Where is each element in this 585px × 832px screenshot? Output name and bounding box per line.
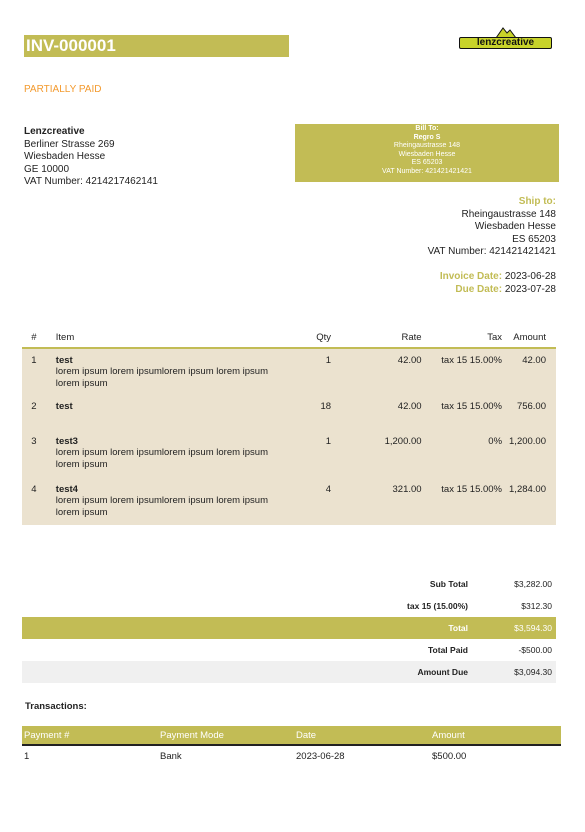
address-line: Berliner Strasse 269 (24, 138, 115, 150)
item-tax: 0% (488, 436, 503, 447)
vat-number: VAT Number: 421421421421 (427, 246, 556, 257)
bill-to-label: Bill To: (415, 125, 439, 132)
amount-due-label: Amount Due (417, 667, 468, 677)
due-date-label: Due Date: (455, 283, 503, 295)
transactions-title: Transactions: (25, 701, 87, 712)
payment-date: 2023-06-28 (296, 750, 345, 762)
bill-to-block (295, 124, 559, 182)
items-table (22, 328, 556, 525)
item-amount: 1,200.00 (509, 436, 546, 447)
table-row (22, 348, 556, 395)
table-row (22, 430, 556, 478)
item-amount: 42.00 (522, 355, 546, 366)
col-rate: Rate (351, 328, 424, 348)
item-tax: tax 15 15.00% (441, 355, 503, 366)
vat-number: VAT Number: 4214217462141 (24, 176, 158, 187)
item-desc: lorem ipsum lorem ipsumlorem ipsum lorem ipsum lorem ipsum (55, 447, 269, 471)
item-tax: tax 15 15.00% (441, 484, 503, 495)
address-line: ES 65203 (411, 159, 443, 167)
item-amount: 756.00 (516, 401, 546, 412)
table-row (22, 395, 556, 430)
tax-value: $312.30 (521, 601, 552, 611)
item-qty: 4 (325, 484, 332, 495)
total-row (22, 617, 556, 639)
subtotal-value: $3,282.00 (514, 579, 552, 589)
amount-due-value: $3,094.30 (514, 667, 552, 677)
address-line: ES 65203 (512, 233, 556, 245)
item-rate: 42.00 (397, 401, 422, 412)
col-payment-mode: Payment Mode (158, 726, 294, 745)
item-name: test4 (55, 484, 78, 495)
address-line: Wiesbaden Hesse (24, 151, 106, 162)
tax-row (22, 595, 556, 617)
item-name: test (55, 355, 73, 366)
total-label: Total (448, 623, 468, 633)
item-amount: 1,284.00 (509, 484, 546, 495)
address-line: Rheingaustrasse 148 (393, 142, 461, 150)
item-name: test (55, 401, 73, 412)
row-num: 1 (31, 355, 37, 366)
col-item: Item (46, 328, 281, 348)
ship-to-block (428, 196, 556, 259)
table-row (22, 478, 556, 525)
item-desc: lorem ipsum lorem ipsumlorem ipsum lorem ipsum lorem ipsum (55, 495, 269, 519)
logo-text: lenzcreative (459, 37, 552, 49)
address-line: GE 10000 (24, 163, 70, 175)
totals-table (22, 573, 556, 683)
dates-block (440, 271, 556, 296)
item-qty: 1 (325, 355, 332, 366)
transactions-table (22, 726, 561, 766)
invoice-number: INV-000001 (24, 35, 289, 57)
item-qty: 1 (325, 436, 332, 447)
invoice-date: 2023-06-28 (504, 271, 556, 282)
col-date: Date (294, 726, 430, 745)
col-amount: Amount (508, 328, 556, 348)
payment-num: 1 (24, 750, 30, 762)
address-line: Wiesbaden Hesse (398, 150, 456, 158)
row-num: 2 (31, 401, 37, 412)
total-value: $3,594.30 (514, 623, 552, 633)
item-name: test3 (55, 436, 78, 447)
item-rate: 42.00 (397, 355, 422, 366)
table-row (22, 745, 561, 766)
due-date: 2023-07-28 (504, 283, 556, 295)
col-payment-num: Payment # (22, 726, 158, 745)
invoice-date-label: Invoice Date: (439, 271, 503, 282)
col-tax: Tax (424, 328, 508, 348)
items-header-row (22, 328, 556, 348)
item-desc: lorem ipsum lorem ipsumlorem ipsum lorem ipsum lorem ipsum (55, 366, 269, 390)
paid-value: -$500.00 (518, 645, 552, 655)
address-line: Rheingaustrasse 148 (461, 208, 556, 220)
company-name: Lenzcreative (24, 126, 85, 137)
paid-label: Total Paid (428, 645, 468, 655)
subtotal-label: Sub Total (429, 579, 468, 589)
amount-due-row (22, 661, 556, 683)
payment-mode: Bank (160, 750, 182, 762)
item-tax: tax 15 15.00% (441, 401, 503, 412)
payment-amount: $500.00 (432, 750, 467, 762)
status-label: PARTIALLY PAID (24, 84, 102, 95)
paid-row (22, 639, 556, 661)
row-num: 4 (31, 484, 37, 495)
col-amount: Amount (430, 726, 561, 745)
tax-label: tax 15 (15.00%) (407, 601, 468, 611)
item-qty: 18 (320, 401, 332, 412)
row-num: 3 (31, 436, 37, 447)
address-line: Wiesbaden Hesse (474, 221, 556, 232)
item-rate: 1,200.00 (384, 436, 422, 447)
item-rate: 321.00 (392, 484, 422, 495)
ship-to-label: Ship to: (518, 196, 556, 207)
col-qty: Qty (280, 328, 351, 348)
from-address (24, 126, 158, 189)
company-logo (459, 25, 552, 51)
col-num: # (22, 328, 46, 348)
transactions-header-row (22, 726, 561, 745)
bill-to-name: Regro S (413, 133, 441, 141)
vat-number: VAT Number: 421421421421 (382, 167, 472, 175)
subtotal-row (22, 573, 556, 595)
